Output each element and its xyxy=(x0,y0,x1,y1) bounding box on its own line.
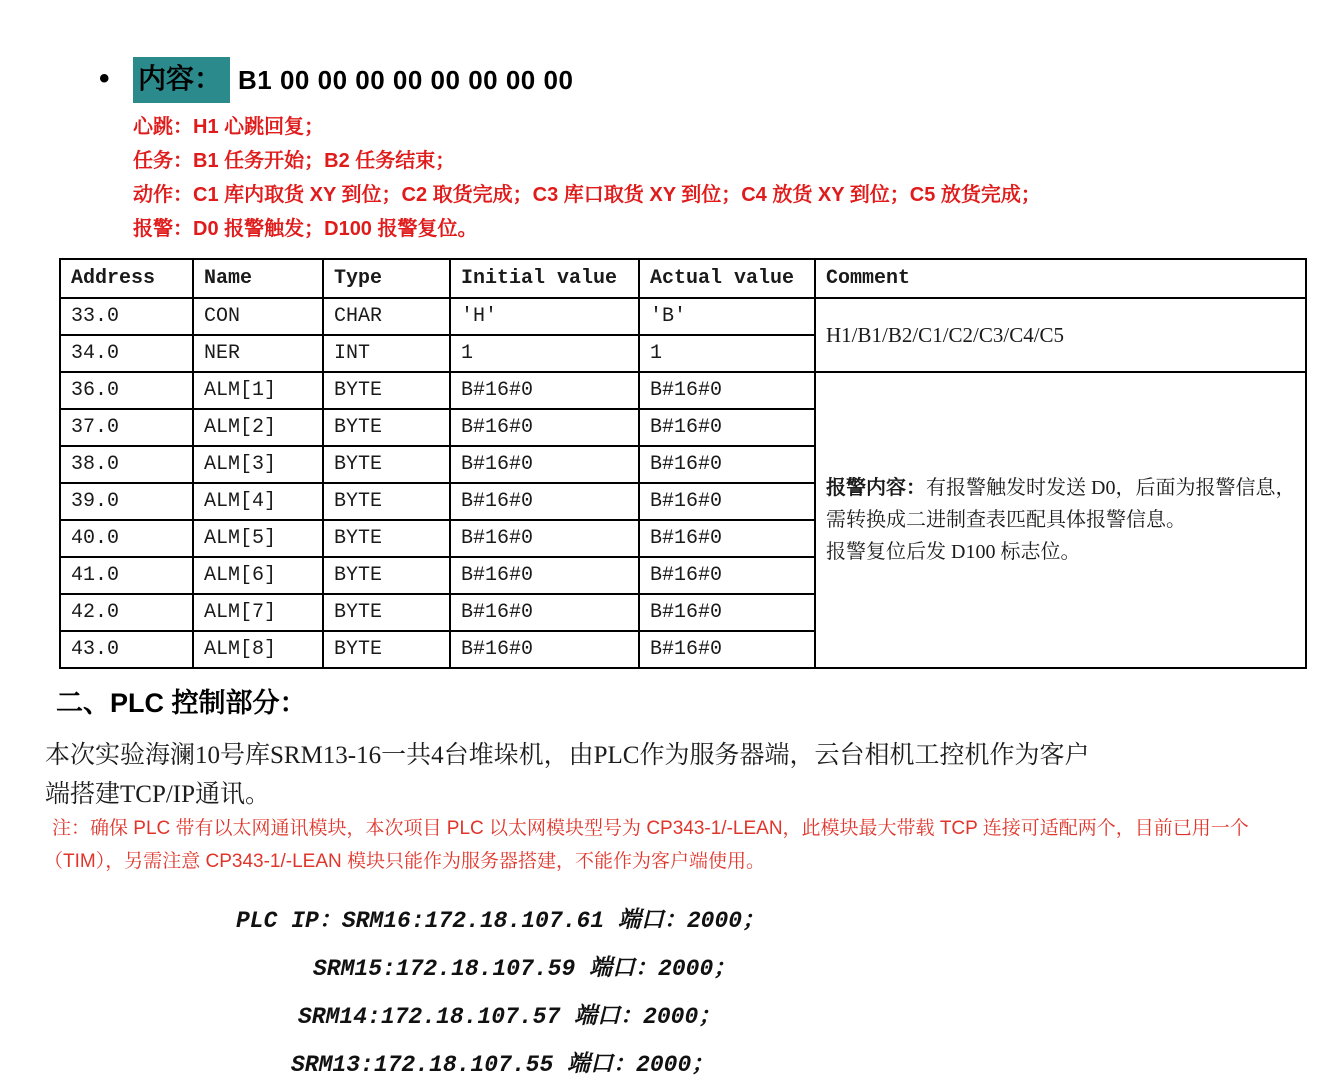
column-header-actual-value: Actual value xyxy=(639,259,815,298)
cell-actual-value: B#16#0 xyxy=(639,520,815,557)
cell-name: ALM[1] xyxy=(193,372,323,409)
plc-ip-line-srm13: SRM13:172.18.107.55 端口：2000； xyxy=(291,1052,715,1078)
cell-type: BYTE xyxy=(323,520,450,557)
cell-address: 42.0 xyxy=(60,594,193,631)
cell-actual-value: B#16#0 xyxy=(639,409,815,446)
cell-type: CHAR xyxy=(323,298,450,335)
cell-type: BYTE xyxy=(323,557,450,594)
cell-type: BYTE xyxy=(323,409,450,446)
cell-address: 37.0 xyxy=(60,409,193,446)
protocol-line-task: 任务：B1 任务开始；B2 任务结束； xyxy=(133,150,456,172)
cell-address: 41.0 xyxy=(60,557,193,594)
cell-address: 33.0 xyxy=(60,298,193,335)
body-paragraph: 本次实验海澜10号库SRM13-16一共4台堆垛机，由PLC作为服务器端，云台相机工控机作为客户端搭建TCP/IP通讯。 xyxy=(45,742,1090,808)
cell-actual-value: B#16#0 xyxy=(639,557,815,594)
cell-name: NER xyxy=(193,335,323,372)
cell-actual-value: B#16#0 xyxy=(639,594,815,631)
protocol-line-action: 动作：C1 库内取货 XY 到位；C2 取货完成；C3 库口取货 XY 到位；C4 放货 XY 到位；C5 放货完成； xyxy=(133,184,1041,206)
cell-comment-alarm xyxy=(815,372,1306,668)
content-bullet-item xyxy=(133,57,573,103)
content-hex-value: B1 00 00 00 00 00 00 00 00 xyxy=(238,64,574,95)
cell-type: BYTE xyxy=(323,631,450,668)
cell-actual-value: 1 xyxy=(639,335,815,372)
cell-name: ALM[2] xyxy=(193,409,323,446)
table-row xyxy=(60,372,1306,409)
plc-ip-line-srm16: PLC IP：SRM16:172.18.107.61 端口：2000； xyxy=(236,908,766,934)
protocol-line-alarm: 报警：D0 报警触发；D100 报警复位。 xyxy=(133,218,478,240)
cell-type: BYTE xyxy=(323,372,450,409)
table-header-row xyxy=(60,259,1306,298)
plc-ip-line-srm15: SRM15:172.18.107.59 端口：2000； xyxy=(313,956,737,982)
cell-initial-value: B#16#0 xyxy=(450,372,639,409)
alarm-comment-label: 报警内容： xyxy=(826,477,926,499)
column-header-initial-value: Initial value xyxy=(450,259,639,298)
column-header-comment: Comment xyxy=(815,259,1306,298)
cell-actual-value: B#16#0 xyxy=(639,631,815,668)
cell-initial-value: 1 xyxy=(450,335,639,372)
cell-name: ALM[6] xyxy=(193,557,323,594)
cell-name: ALM[7] xyxy=(193,594,323,631)
cell-address: 40.0 xyxy=(60,520,193,557)
cell-actual-value: B#16#0 xyxy=(639,446,815,483)
cell-initial-value: B#16#0 xyxy=(450,446,639,483)
cell-initial-value: B#16#0 xyxy=(450,594,639,631)
column-header-address: Address xyxy=(60,259,193,298)
alarm-comment-reset-text: 报警复位后发 D100 标志位。 xyxy=(826,541,1081,563)
cell-address: 36.0 xyxy=(60,372,193,409)
cell-initial-value: B#16#0 xyxy=(450,483,639,520)
section-heading: 二、PLC 控制部分： xyxy=(56,688,307,718)
content-label-highlighted: 内容： xyxy=(133,57,230,103)
cell-actual-value: B#16#0 xyxy=(639,372,815,409)
cell-type: BYTE xyxy=(323,446,450,483)
cell-initial-value: B#16#0 xyxy=(450,409,639,446)
cell-actual-value: 'B' xyxy=(639,298,815,335)
cell-initial-value: 'H' xyxy=(450,298,639,335)
column-header-name: Name xyxy=(193,259,323,298)
cell-comment-con-ner: H1/B1/B2/C1/C2/C3/C4/C5 xyxy=(815,298,1306,372)
note-paragraph: 注：确保 PLC 带有以太网通讯模块，本次项目 PLC 以太网模块型号为 CP343-1/-LEAN，此模块最大带载 TCP 连接可适配两个，目前已用一个（TIM），另需注意 CP343-1/-LEAN 模块只能作为服务器搭建，不能作为客户端使用。 xyxy=(44,818,1249,872)
protocol-line-heartbeat: 心跳：H1 心跳回复； xyxy=(133,116,325,138)
alarm-comment-text: 有报警触发时发送 D0，后面为报警信息，需转换成二进制查表匹配具体报警信息。 xyxy=(826,477,1296,531)
cell-initial-value: B#16#0 xyxy=(450,520,639,557)
cell-name: CON xyxy=(193,298,323,335)
cell-address: 43.0 xyxy=(60,631,193,668)
cell-type: INT xyxy=(323,335,450,372)
cell-address: 38.0 xyxy=(60,446,193,483)
cell-type: BYTE xyxy=(323,594,450,631)
cell-name: ALM[8] xyxy=(193,631,323,668)
cell-address: 39.0 xyxy=(60,483,193,520)
cell-initial-value: B#16#0 xyxy=(450,631,639,668)
plc-ip-line-srm14: SRM14:172.18.107.57 端口：2000； xyxy=(298,1004,722,1030)
cell-type: BYTE xyxy=(323,483,450,520)
cell-name: ALM[3] xyxy=(193,446,323,483)
cell-address: 34.0 xyxy=(60,335,193,372)
plc-variable-table xyxy=(59,258,1307,669)
cell-actual-value: B#16#0 xyxy=(639,483,815,520)
table-row xyxy=(60,298,1306,335)
bullet-icon: • xyxy=(99,62,110,95)
cell-name: ALM[5] xyxy=(193,520,323,557)
column-header-type: Type xyxy=(323,259,450,298)
cell-initial-value: B#16#0 xyxy=(450,557,639,594)
cell-name: ALM[4] xyxy=(193,483,323,520)
